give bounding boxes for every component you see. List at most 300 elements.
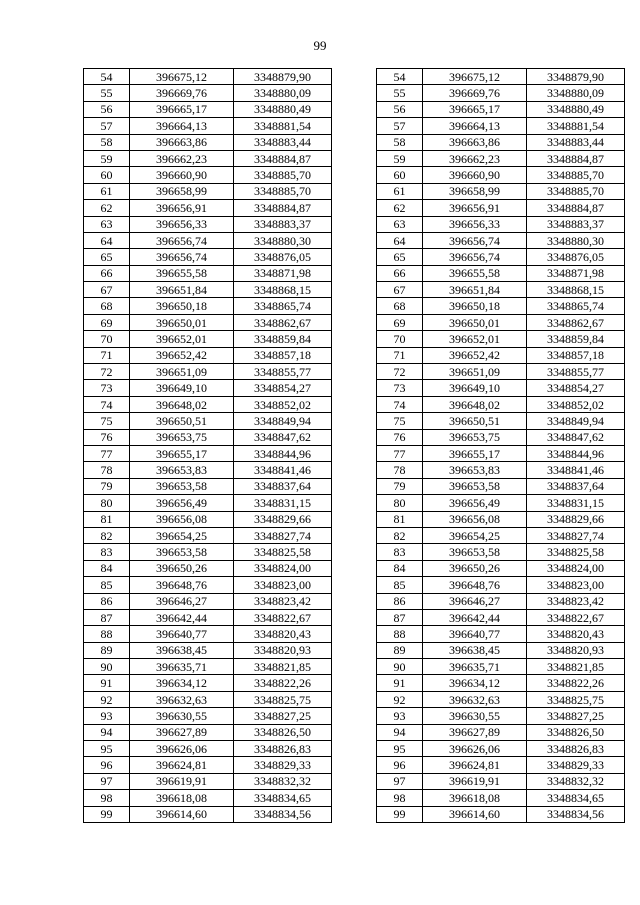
table-row — [84, 232, 332, 248]
table-row — [377, 282, 625, 298]
x-coordinate-cell: 396650,51 — [130, 413, 234, 429]
table-row — [84, 429, 332, 445]
x-coordinate-cell: 396656,74 — [423, 249, 527, 265]
y-coordinate-cell: 3348868,15 — [234, 282, 332, 298]
point-number-cell: 90 — [377, 659, 423, 675]
point-number-cell: 82 — [84, 527, 130, 543]
point-number-cell: 96 — [377, 757, 423, 773]
point-number-cell: 59 — [377, 150, 423, 166]
table-row — [377, 577, 625, 593]
table-row — [377, 396, 625, 412]
y-coordinate-cell: 3348834,65 — [527, 790, 625, 806]
y-coordinate-cell: 3348879,90 — [234, 69, 332, 85]
x-coordinate-cell: 396626,06 — [423, 741, 527, 757]
table-row — [377, 150, 625, 166]
x-coordinate-cell: 396614,60 — [130, 806, 234, 822]
y-coordinate-cell: 3348820,93 — [527, 642, 625, 658]
point-number-cell: 74 — [377, 396, 423, 412]
table-row — [377, 232, 625, 248]
x-coordinate-cell: 396665,17 — [423, 101, 527, 117]
y-coordinate-cell: 3348829,66 — [527, 511, 625, 527]
y-coordinate-cell: 3348852,02 — [527, 396, 625, 412]
x-coordinate-cell: 396630,55 — [423, 708, 527, 724]
point-number-cell: 92 — [377, 691, 423, 707]
point-number-cell: 70 — [84, 331, 130, 347]
x-coordinate-cell: 396649,10 — [423, 380, 527, 396]
point-number-cell: 60 — [377, 167, 423, 183]
x-coordinate-cell: 396650,01 — [423, 314, 527, 330]
y-coordinate-cell: 3348876,05 — [527, 249, 625, 265]
x-coordinate-cell: 396618,08 — [423, 790, 527, 806]
point-number-cell: 60 — [84, 167, 130, 183]
y-coordinate-cell: 3348821,85 — [234, 659, 332, 675]
x-coordinate-cell: 396660,90 — [130, 167, 234, 183]
x-coordinate-cell: 396658,99 — [130, 183, 234, 199]
y-coordinate-cell: 3348826,50 — [234, 724, 332, 740]
table-row — [84, 364, 332, 380]
table-row — [377, 708, 625, 724]
y-coordinate-cell: 3348827,25 — [527, 708, 625, 724]
x-coordinate-cell: 396653,58 — [423, 478, 527, 494]
point-number-cell: 62 — [377, 200, 423, 216]
x-coordinate-cell: 396675,12 — [130, 69, 234, 85]
x-coordinate-cell: 396652,01 — [130, 331, 234, 347]
x-coordinate-cell: 396656,91 — [423, 200, 527, 216]
table-row — [377, 773, 625, 789]
y-coordinate-cell: 3348862,67 — [234, 314, 332, 330]
x-coordinate-cell: 396634,12 — [130, 675, 234, 691]
table-row — [377, 364, 625, 380]
y-coordinate-cell: 3348823,42 — [234, 593, 332, 609]
x-coordinate-cell: 396669,76 — [423, 85, 527, 101]
x-coordinate-cell: 396638,45 — [130, 642, 234, 658]
table-row — [84, 577, 332, 593]
point-number-cell: 67 — [84, 282, 130, 298]
table-row — [377, 724, 625, 740]
point-number-cell: 88 — [377, 626, 423, 642]
table-row — [84, 790, 332, 806]
y-coordinate-cell: 3348827,74 — [234, 527, 332, 543]
coordinates-table-left — [83, 68, 332, 823]
table-row — [377, 118, 625, 134]
point-number-cell: 98 — [84, 790, 130, 806]
x-coordinate-cell: 396648,76 — [130, 577, 234, 593]
point-number-cell: 83 — [377, 544, 423, 560]
point-number-cell: 79 — [84, 478, 130, 494]
coordinates-table-left-body — [84, 69, 332, 823]
y-coordinate-cell: 3348834,56 — [527, 806, 625, 822]
y-coordinate-cell: 3348847,62 — [234, 429, 332, 445]
y-coordinate-cell: 3348859,84 — [234, 331, 332, 347]
y-coordinate-cell: 3348844,96 — [234, 445, 332, 461]
table-row — [84, 741, 332, 757]
y-coordinate-cell: 3348829,33 — [234, 757, 332, 773]
table-row — [84, 511, 332, 527]
y-coordinate-cell: 3348852,02 — [234, 396, 332, 412]
y-coordinate-cell: 3348824,00 — [527, 560, 625, 576]
x-coordinate-cell: 396634,12 — [423, 675, 527, 691]
y-coordinate-cell: 3348883,44 — [527, 134, 625, 150]
table-row — [84, 183, 332, 199]
y-coordinate-cell: 3348881,54 — [527, 118, 625, 134]
x-coordinate-cell: 396640,77 — [130, 626, 234, 642]
x-coordinate-cell: 396642,44 — [423, 609, 527, 625]
x-coordinate-cell: 396669,76 — [130, 85, 234, 101]
x-coordinate-cell: 396650,01 — [130, 314, 234, 330]
y-coordinate-cell: 3348823,42 — [527, 593, 625, 609]
point-number-cell: 94 — [377, 724, 423, 740]
x-coordinate-cell: 396655,17 — [423, 445, 527, 461]
point-number-cell: 61 — [84, 183, 130, 199]
table-row — [377, 560, 625, 576]
point-number-cell: 71 — [377, 347, 423, 363]
point-number-cell: 65 — [377, 249, 423, 265]
table-row — [84, 298, 332, 314]
x-coordinate-cell: 396619,91 — [130, 773, 234, 789]
table-row — [84, 331, 332, 347]
table-row — [84, 445, 332, 461]
y-coordinate-cell: 3348837,64 — [234, 478, 332, 494]
table-row — [377, 167, 625, 183]
table-row — [84, 69, 332, 85]
point-number-cell: 86 — [377, 593, 423, 609]
y-coordinate-cell: 3348885,70 — [234, 183, 332, 199]
y-coordinate-cell: 3348820,93 — [234, 642, 332, 658]
point-number-cell: 95 — [377, 741, 423, 757]
table-row — [377, 265, 625, 281]
x-coordinate-cell: 396635,71 — [423, 659, 527, 675]
y-coordinate-cell: 3348829,33 — [527, 757, 625, 773]
y-coordinate-cell: 3348823,00 — [234, 577, 332, 593]
y-coordinate-cell: 3348884,87 — [527, 150, 625, 166]
y-coordinate-cell: 3348837,64 — [527, 478, 625, 494]
y-coordinate-cell: 3348880,49 — [234, 101, 332, 117]
y-coordinate-cell: 3348822,67 — [527, 609, 625, 625]
point-number-cell: 75 — [84, 413, 130, 429]
x-coordinate-cell: 396653,58 — [130, 478, 234, 494]
point-number-cell: 96 — [84, 757, 130, 773]
coordinates-table-right — [376, 68, 625, 823]
x-coordinate-cell: 396630,55 — [130, 708, 234, 724]
y-coordinate-cell: 3348831,15 — [527, 495, 625, 511]
table-row — [84, 773, 332, 789]
x-coordinate-cell: 396624,81 — [423, 757, 527, 773]
table-row — [377, 478, 625, 494]
x-coordinate-cell: 396654,25 — [423, 527, 527, 543]
x-coordinate-cell: 396664,13 — [423, 118, 527, 134]
x-coordinate-cell: 396635,71 — [130, 659, 234, 675]
table-row — [377, 511, 625, 527]
table-row — [377, 659, 625, 675]
table-row — [377, 134, 625, 150]
y-coordinate-cell: 3348827,25 — [234, 708, 332, 724]
y-coordinate-cell: 3348827,74 — [527, 527, 625, 543]
point-number-cell: 80 — [377, 495, 423, 511]
point-number-cell: 62 — [84, 200, 130, 216]
point-number-cell: 85 — [84, 577, 130, 593]
point-number-cell: 75 — [377, 413, 423, 429]
x-coordinate-cell: 396653,83 — [423, 462, 527, 478]
point-number-cell: 91 — [377, 675, 423, 691]
y-coordinate-cell: 3348825,75 — [527, 691, 625, 707]
point-number-cell: 68 — [377, 298, 423, 314]
point-number-cell: 70 — [377, 331, 423, 347]
point-number-cell: 58 — [84, 134, 130, 150]
point-number-cell: 54 — [377, 69, 423, 85]
table-row — [377, 790, 625, 806]
x-coordinate-cell: 396664,13 — [130, 118, 234, 134]
table-row — [377, 413, 625, 429]
y-coordinate-cell: 3348857,18 — [527, 347, 625, 363]
x-coordinate-cell: 396653,83 — [130, 462, 234, 478]
table-row — [84, 642, 332, 658]
x-coordinate-cell: 396653,58 — [130, 544, 234, 560]
point-number-cell: 92 — [84, 691, 130, 707]
y-coordinate-cell: 3348857,18 — [234, 347, 332, 363]
point-number-cell: 65 — [84, 249, 130, 265]
y-coordinate-cell: 3348871,98 — [234, 265, 332, 281]
y-coordinate-cell: 3348825,75 — [234, 691, 332, 707]
x-coordinate-cell: 396624,81 — [130, 757, 234, 773]
point-number-cell: 87 — [377, 609, 423, 625]
point-number-cell: 64 — [84, 232, 130, 248]
table-row — [84, 200, 332, 216]
table-row — [84, 413, 332, 429]
table-row — [84, 462, 332, 478]
y-coordinate-cell: 3348883,37 — [527, 216, 625, 232]
x-coordinate-cell: 396655,58 — [130, 265, 234, 281]
table-row — [84, 85, 332, 101]
point-number-cell: 69 — [84, 314, 130, 330]
table-row — [377, 462, 625, 478]
y-coordinate-cell: 3348820,43 — [527, 626, 625, 642]
table-row — [84, 118, 332, 134]
y-coordinate-cell: 3348849,94 — [527, 413, 625, 429]
y-coordinate-cell: 3348865,74 — [234, 298, 332, 314]
table-row — [84, 609, 332, 625]
y-coordinate-cell: 3348871,98 — [527, 265, 625, 281]
x-coordinate-cell: 396656,49 — [423, 495, 527, 511]
point-number-cell: 57 — [377, 118, 423, 134]
y-coordinate-cell: 3348820,43 — [234, 626, 332, 642]
point-number-cell: 76 — [377, 429, 423, 445]
point-number-cell: 94 — [84, 724, 130, 740]
y-coordinate-cell: 3348822,67 — [234, 609, 332, 625]
x-coordinate-cell: 396650,51 — [423, 413, 527, 429]
table-row — [377, 626, 625, 642]
x-coordinate-cell: 396646,27 — [423, 593, 527, 609]
table-row — [377, 85, 625, 101]
table-row — [377, 593, 625, 609]
table-row — [84, 347, 332, 363]
point-number-cell: 72 — [377, 364, 423, 380]
y-coordinate-cell: 3348834,56 — [234, 806, 332, 822]
x-coordinate-cell: 396632,63 — [423, 691, 527, 707]
table-row — [377, 527, 625, 543]
table-row — [84, 560, 332, 576]
coordinates-table-right-body — [377, 69, 625, 823]
x-coordinate-cell: 396675,12 — [423, 69, 527, 85]
y-coordinate-cell: 3348841,46 — [527, 462, 625, 478]
table-row — [377, 757, 625, 773]
x-coordinate-cell: 396656,08 — [423, 511, 527, 527]
table-row — [84, 806, 332, 822]
x-coordinate-cell: 396662,23 — [423, 150, 527, 166]
point-number-cell: 81 — [377, 511, 423, 527]
point-number-cell: 85 — [377, 577, 423, 593]
y-coordinate-cell: 3348883,37 — [234, 216, 332, 232]
x-coordinate-cell: 396627,89 — [423, 724, 527, 740]
y-coordinate-cell: 3348847,62 — [527, 429, 625, 445]
table-row — [377, 69, 625, 85]
table-row — [377, 298, 625, 314]
point-number-cell: 66 — [377, 265, 423, 281]
x-coordinate-cell: 396665,17 — [130, 101, 234, 117]
page-number: 99 — [313, 38, 327, 53]
table-row — [84, 478, 332, 494]
point-number-cell: 87 — [84, 609, 130, 625]
table-row — [377, 691, 625, 707]
y-coordinate-cell: 3348855,77 — [234, 364, 332, 380]
table-row — [377, 216, 625, 232]
y-coordinate-cell: 3348821,85 — [527, 659, 625, 675]
point-number-cell: 57 — [84, 118, 130, 134]
x-coordinate-cell: 396649,10 — [130, 380, 234, 396]
x-coordinate-cell: 396652,42 — [423, 347, 527, 363]
x-coordinate-cell: 396650,18 — [130, 298, 234, 314]
x-coordinate-cell: 396653,58 — [423, 544, 527, 560]
x-coordinate-cell: 396653,75 — [423, 429, 527, 445]
y-coordinate-cell: 3348826,50 — [527, 724, 625, 740]
y-coordinate-cell: 3348885,70 — [527, 167, 625, 183]
table-row — [84, 396, 332, 412]
x-coordinate-cell: 396654,25 — [130, 527, 234, 543]
x-coordinate-cell: 396651,09 — [130, 364, 234, 380]
x-coordinate-cell: 396656,74 — [130, 249, 234, 265]
x-coordinate-cell: 396648,02 — [130, 396, 234, 412]
x-coordinate-cell: 396655,17 — [130, 445, 234, 461]
point-number-cell: 84 — [377, 560, 423, 576]
y-coordinate-cell: 3348859,84 — [527, 331, 625, 347]
point-number-cell: 61 — [377, 183, 423, 199]
x-coordinate-cell: 396660,90 — [423, 167, 527, 183]
point-number-cell: 84 — [84, 560, 130, 576]
y-coordinate-cell: 3348825,58 — [527, 544, 625, 560]
y-coordinate-cell: 3348881,54 — [234, 118, 332, 134]
point-number-cell: 71 — [84, 347, 130, 363]
point-number-cell: 88 — [84, 626, 130, 642]
point-number-cell: 78 — [84, 462, 130, 478]
point-number-cell: 73 — [377, 380, 423, 396]
x-coordinate-cell: 396656,33 — [130, 216, 234, 232]
point-number-cell: 77 — [84, 445, 130, 461]
x-coordinate-cell: 396650,26 — [423, 560, 527, 576]
table-row — [84, 757, 332, 773]
x-coordinate-cell: 396650,26 — [130, 560, 234, 576]
point-number-cell: 67 — [377, 282, 423, 298]
point-number-cell: 63 — [84, 216, 130, 232]
y-coordinate-cell: 3348826,83 — [234, 741, 332, 757]
y-coordinate-cell: 3348854,27 — [527, 380, 625, 396]
table-row — [84, 626, 332, 642]
y-coordinate-cell: 3348822,26 — [234, 675, 332, 691]
point-number-cell: 78 — [377, 462, 423, 478]
y-coordinate-cell: 3348824,00 — [234, 560, 332, 576]
table-row — [377, 183, 625, 199]
x-coordinate-cell: 396619,91 — [423, 773, 527, 789]
point-number-cell: 80 — [84, 495, 130, 511]
point-number-cell: 74 — [84, 396, 130, 412]
table-row — [377, 249, 625, 265]
x-coordinate-cell: 396614,60 — [423, 806, 527, 822]
table-row — [84, 495, 332, 511]
y-coordinate-cell: 3348862,67 — [527, 314, 625, 330]
x-coordinate-cell: 396656,33 — [423, 216, 527, 232]
table-row — [377, 331, 625, 347]
point-number-cell: 90 — [84, 659, 130, 675]
table-row — [84, 544, 332, 560]
x-coordinate-cell: 396650,18 — [423, 298, 527, 314]
x-coordinate-cell: 396652,01 — [423, 331, 527, 347]
table-row — [84, 282, 332, 298]
x-coordinate-cell: 396656,91 — [130, 200, 234, 216]
y-coordinate-cell: 3348880,49 — [527, 101, 625, 117]
point-number-cell: 93 — [377, 708, 423, 724]
y-coordinate-cell: 3348885,70 — [527, 183, 625, 199]
y-coordinate-cell: 3348855,77 — [527, 364, 625, 380]
point-number-cell: 77 — [377, 445, 423, 461]
table-row — [377, 495, 625, 511]
table-row — [377, 609, 625, 625]
y-coordinate-cell: 3348880,30 — [527, 232, 625, 248]
point-number-cell: 73 — [84, 380, 130, 396]
point-number-cell: 55 — [84, 85, 130, 101]
table-row — [84, 593, 332, 609]
x-coordinate-cell: 396652,42 — [130, 347, 234, 363]
y-coordinate-cell: 3348826,83 — [527, 741, 625, 757]
table-row — [84, 216, 332, 232]
x-coordinate-cell: 396656,49 — [130, 495, 234, 511]
table-row — [84, 167, 332, 183]
x-coordinate-cell: 396656,74 — [130, 232, 234, 248]
table-row — [377, 445, 625, 461]
y-coordinate-cell: 3348823,00 — [527, 577, 625, 593]
y-coordinate-cell: 3348880,09 — [234, 85, 332, 101]
table-row — [377, 101, 625, 117]
y-coordinate-cell: 3348832,32 — [234, 773, 332, 789]
table-row — [377, 314, 625, 330]
y-coordinate-cell: 3348884,87 — [234, 150, 332, 166]
point-number-cell: 86 — [84, 593, 130, 609]
point-number-cell: 93 — [84, 708, 130, 724]
point-number-cell: 54 — [84, 69, 130, 85]
y-coordinate-cell: 3348822,26 — [527, 675, 625, 691]
y-coordinate-cell: 3348844,96 — [527, 445, 625, 461]
table-row — [84, 675, 332, 691]
point-number-cell: 55 — [377, 85, 423, 101]
table-row — [377, 380, 625, 396]
table-row — [84, 101, 332, 117]
table-row — [377, 200, 625, 216]
table-row — [377, 347, 625, 363]
y-coordinate-cell: 3348834,65 — [234, 790, 332, 806]
x-coordinate-cell: 396640,77 — [423, 626, 527, 642]
x-coordinate-cell: 396632,63 — [130, 691, 234, 707]
table-row — [84, 134, 332, 150]
point-number-cell: 56 — [377, 101, 423, 117]
table-row — [84, 314, 332, 330]
y-coordinate-cell: 3348876,05 — [234, 249, 332, 265]
